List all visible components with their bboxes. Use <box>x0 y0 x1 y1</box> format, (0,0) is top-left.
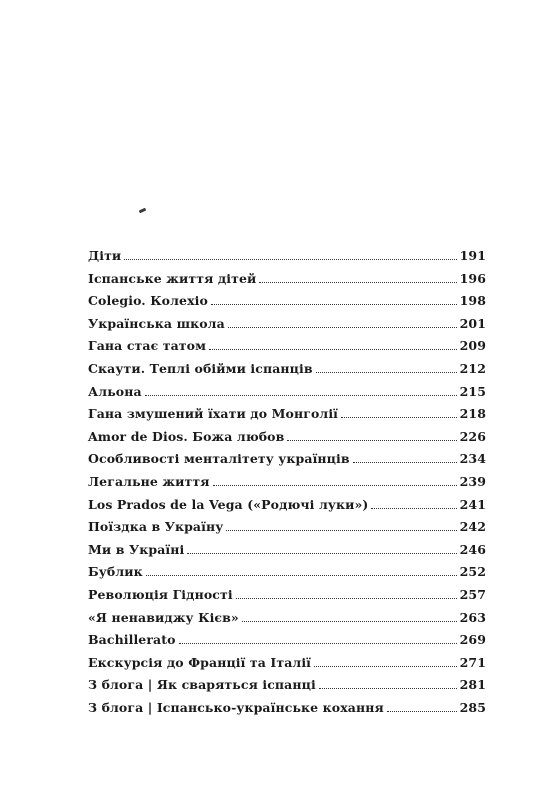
toc-entry-title: Los Prados de la Vega («Родючі луки») <box>88 496 369 512</box>
toc-entry-page: 242 <box>459 519 486 535</box>
toc-entry-title: Скаути. Теплі обійми іспанців <box>88 360 313 376</box>
toc-entry-title: Бублик <box>88 564 143 580</box>
toc-dot-leader <box>319 687 457 689</box>
toc-entry-title: Революція Гідності <box>88 586 233 602</box>
toc-entry-page: 257 <box>459 586 486 602</box>
toc-entry-page: 201 <box>459 315 486 331</box>
toc-entry <box>88 587 486 610</box>
toc-entry-title: Альона <box>88 383 142 399</box>
toc-entry-page: 285 <box>459 699 486 715</box>
toc-entry-title: Гана змушений їхати до Монголії <box>88 406 339 422</box>
toc-entry-title: Особливості менталітету українців <box>88 451 350 467</box>
toc-entry-page: 198 <box>459 293 486 309</box>
toc-entry <box>88 632 486 655</box>
toc-entry-page: 269 <box>459 632 486 648</box>
toc-entry-title: Ми в Україні <box>88 541 185 557</box>
toc-entry-page: 281 <box>459 677 486 693</box>
toc-entry-title: Поїздка в Україну <box>88 519 224 535</box>
toc-entry-title: Colegio. Колехіо <box>88 293 208 309</box>
toc-entry-title: Екскурсія до Франції та Італії <box>88 654 312 670</box>
toc-entry-page: 241 <box>459 496 486 512</box>
toc-dot-leader <box>146 574 457 576</box>
toc-entry-page: 212 <box>459 360 486 376</box>
toc-dot-leader <box>316 371 457 373</box>
toc-entry-page: 209 <box>459 338 486 354</box>
toc-entry-page: 234 <box>459 451 486 467</box>
toc-dot-leader <box>228 326 457 328</box>
toc-entry-title: Гана стає татом <box>88 338 207 354</box>
toc-entry <box>88 655 486 678</box>
toc-entry-title: Amor de Dios. Божа любов <box>88 428 285 444</box>
toc-entry-page: 271 <box>459 654 486 670</box>
toc-dot-leader <box>226 529 456 531</box>
toc-entry-title: Українська школа <box>88 315 225 331</box>
toc-dot-leader <box>145 394 457 396</box>
toc-entry-title: «Я ненавиджу Кієв» <box>88 609 239 625</box>
toc-entry <box>88 474 486 497</box>
toc-entry <box>88 519 486 542</box>
toc-entry <box>88 384 486 407</box>
toc-entry-page: 226 <box>459 428 486 444</box>
toc-entry-title: Bachillerato <box>88 632 176 648</box>
toc-dot-leader <box>209 348 457 350</box>
toc-dot-leader <box>236 597 457 599</box>
toc-entry <box>88 429 486 452</box>
toc-entry-title: Діти <box>88 248 122 263</box>
toc-entry-page: 196 <box>459 270 486 286</box>
toc-entry-page: 239 <box>459 473 486 489</box>
toc-entry <box>88 316 486 339</box>
toc-entry <box>88 338 486 361</box>
toc-dot-leader <box>341 416 457 418</box>
toc-entry-page: 263 <box>459 609 486 625</box>
toc-dot-leader <box>242 620 457 622</box>
toc-dot-leader <box>124 258 456 260</box>
toc-entry <box>88 677 486 700</box>
toc-entry <box>88 542 486 565</box>
toc-dot-leader <box>287 439 456 441</box>
toc-entry-title: Легальне життя <box>88 473 210 489</box>
toc-dot-leader <box>259 281 456 283</box>
toc-dot-leader <box>353 461 457 463</box>
toc-dot-leader <box>187 552 456 554</box>
toc-entry <box>88 610 486 633</box>
toc-entry <box>88 564 486 587</box>
toc-entry <box>88 293 486 316</box>
toc-dot-leader <box>213 484 457 486</box>
toc-entry <box>88 361 486 384</box>
toc-dot-leader <box>314 665 457 667</box>
toc-entry-title: З блога | Як сваряться іспанці <box>88 677 316 693</box>
toc-entry <box>88 248 486 271</box>
toc-entry-page: 215 <box>459 383 486 399</box>
toc-entry-page: 252 <box>459 564 486 580</box>
toc-dot-leader <box>387 710 457 712</box>
toc-entry <box>88 406 486 429</box>
toc-dot-leader <box>179 642 457 644</box>
toc-entry <box>88 497 486 520</box>
toc-entry-page: 218 <box>459 406 486 422</box>
toc-entry-page: 191 <box>459 248 486 263</box>
toc-entry-title: З блога | Іспансько-українське кохання <box>88 699 384 715</box>
toc-dot-leader <box>371 507 456 509</box>
toc-entry <box>88 451 486 474</box>
toc-entry <box>88 700 486 723</box>
toc-dot-leader <box>211 303 457 305</box>
toc-entry <box>88 271 486 294</box>
table-of-contents <box>88 248 486 722</box>
toc-entry-title: Іспанське життя дітей <box>88 270 257 286</box>
toc-entry-page: 246 <box>459 541 486 557</box>
print-speck <box>139 208 147 214</box>
